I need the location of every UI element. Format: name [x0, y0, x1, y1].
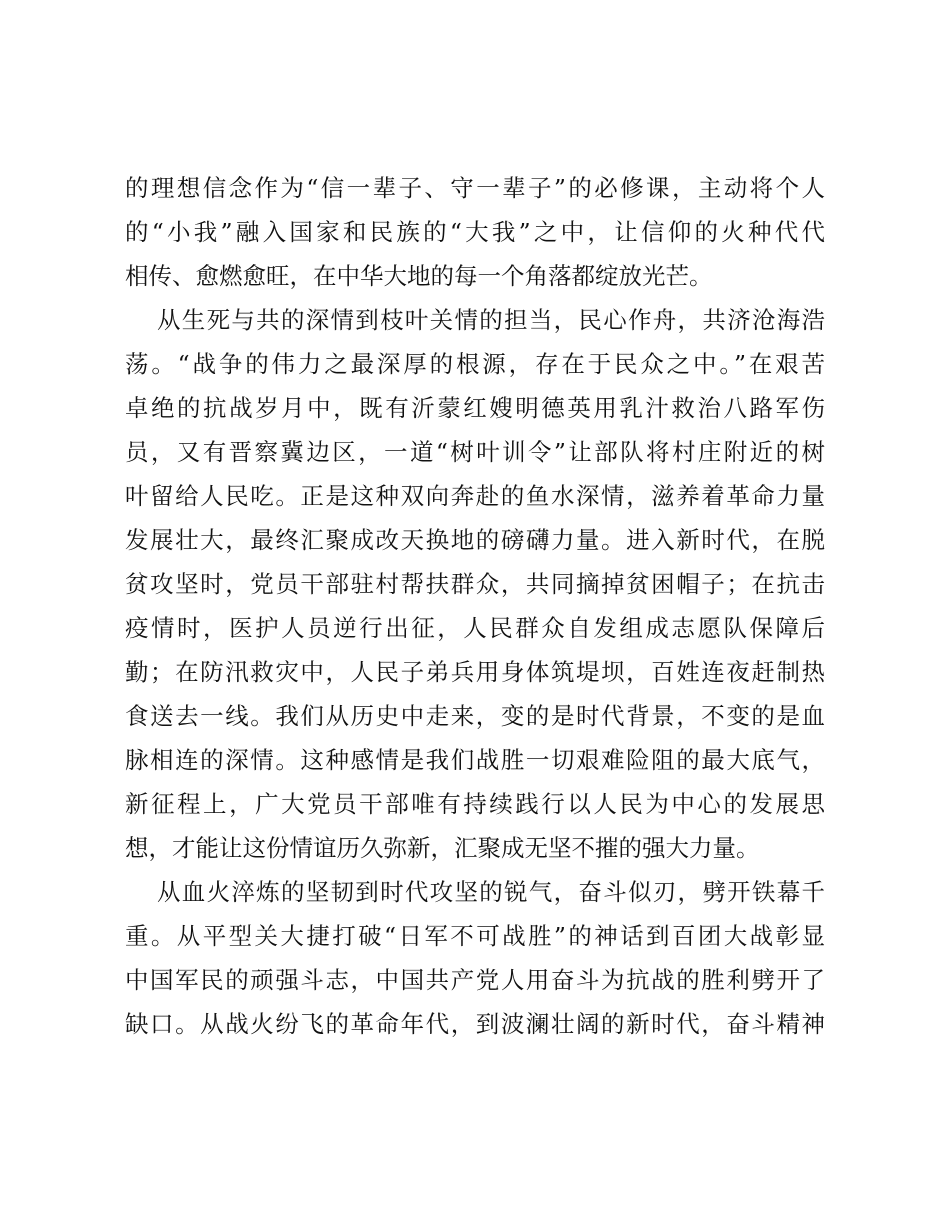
text-line: 勤；在防汛救灾中，人民子弟兵用身体筑堤坝，百姓连夜赶制热: [125, 658, 825, 686]
text-line: 相传、愈燃愈旺，在中华大地的每一个角落都绽放光芒。: [125, 262, 713, 290]
text-line: 新征程上，广大党员干部唯有持续践行以人民为中心的发展思: [125, 790, 825, 818]
text-line: 荡。“战争的伟力之最深厚的根源，存在于民众之中。”在艰苦: [125, 350, 825, 378]
text-line: 贫攻坚时，党员干部驻村帮扶群众，共同摘掉贫困帽子；在抗击: [125, 570, 825, 598]
text-line: 从血火淬炼的坚韧到时代攻坚的锐气，奋斗似刃，劈开铁幕千: [157, 878, 825, 906]
text-line: 的“小我”融入国家和民族的“大我”之中，让信仰的火种代代: [125, 218, 825, 246]
text-line: 疫情时，医护人员逆行出征，人民群众自发组成志愿队保障后: [125, 614, 825, 642]
text-line: 发展壮大，最终汇聚成改天换地的磅礴力量。进入新时代，在脱: [125, 526, 825, 554]
text-line: 叶留给人民吃。正是这种双向奔赴的鱼水深情，滋养着革命力量: [125, 482, 825, 510]
document-body: [125, 166, 825, 1046]
text-line: 中国军民的顽强斗志，中国共产党人用奋斗为抗战的胜利劈开了: [125, 966, 825, 994]
text-line: 从生死与共的深情到枝叶关情的担当，民心作舟，共济沧海浩: [157, 306, 825, 334]
text-line: 缺口。从战火纷飞的革命年代，到波澜壮阔的新时代，奋斗精神: [125, 1010, 825, 1038]
text-line: 卓绝的抗战岁月中，既有沂蒙红嫂明德英用乳汁救治八路军伤: [125, 394, 825, 422]
text-line: 的理想信念作为“信一辈子、守一辈子”的必修课，主动将个人: [125, 174, 825, 202]
text-line: 想，才能让这份情谊历久弥新，汇聚成无坚不摧的强大力量。: [125, 834, 760, 862]
text-line: 员，又有晋察冀边区，一道“树叶训令”让部队将村庄附近的树: [125, 438, 825, 466]
text-line: 食送去一线。我们从历史中走来，变的是时代背景，不变的是血: [125, 702, 825, 730]
text-line: 重。从平型关大捷打破“日军不可战胜”的神话到百团大战彰显: [125, 922, 825, 950]
text-line: 脉相连的深情。这种感情是我们战胜一切艰难险阻的最大底气，: [125, 746, 825, 774]
